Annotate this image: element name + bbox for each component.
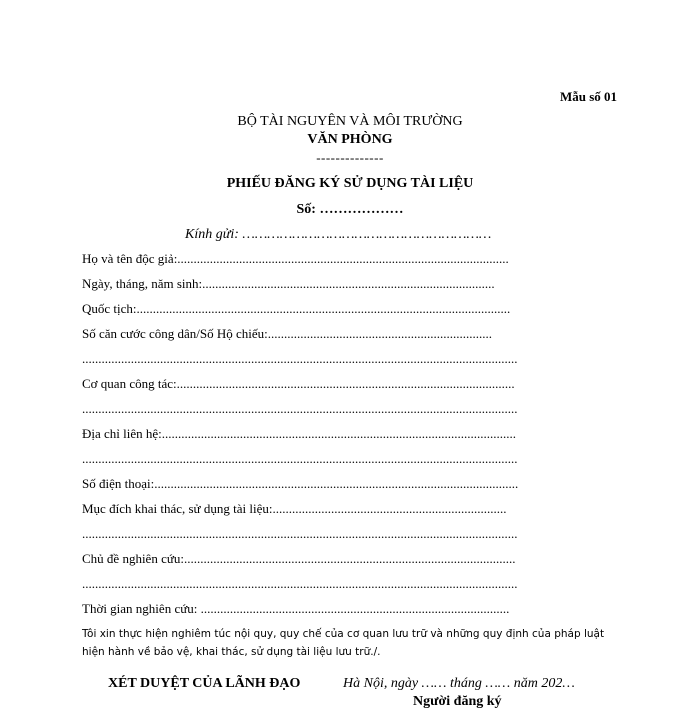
field-research-topic-continued: ...................................................................................................................................... bbox=[82, 576, 518, 591]
field-research-time: Thời gian nghiên cứu: ............................................................................................... bbox=[82, 601, 510, 616]
approval-heading: XÉT DUYỆT CỦA LÃNH ĐẠO bbox=[108, 676, 301, 691]
field-id-passport: Số căn cước công dân/Số Hộ chiếu:..................................................................... bbox=[82, 326, 493, 341]
field-contact-address-continued: ...................................................................................................................................... bbox=[82, 451, 518, 466]
respect-line: Kính gửi: …………………………………………………… bbox=[185, 227, 492, 242]
office-name: VĂN PHÒNG bbox=[307, 132, 393, 147]
place-date: Hà Nội, ngày …… tháng …… năm 202… bbox=[343, 676, 575, 691]
field-nationality: Quốc tịch:................................................................................................................... bbox=[82, 301, 511, 316]
field-reader-name: Họ và tên độc giả:...................................................................................................... bbox=[82, 251, 509, 266]
field-birth-date: Ngày, tháng, năm sinh:.......................................................................................... bbox=[82, 276, 495, 291]
field-workplace-continued: ...................................................................................................................................... bbox=[82, 401, 518, 416]
signer-label: Người đăng ký bbox=[413, 694, 502, 709]
form-number: Mẫu số 01 bbox=[559, 89, 617, 104]
document-title: PHIẾU ĐĂNG KÝ SỬ DỤNG TÀI LIỆU bbox=[226, 176, 474, 191]
header-separator: -------------- bbox=[316, 150, 384, 165]
document-number: Số: ……………… bbox=[296, 202, 404, 217]
field-purpose: Mục đích khai thác, sử dụng tài liệu:........................................................................ bbox=[82, 501, 507, 516]
field-research-topic: Chủ đề nghiên cứu:...................................................................................................... bbox=[82, 551, 516, 566]
field-purpose-continued: ...................................................................................................................................... bbox=[82, 526, 518, 541]
field-phone: Số điện thoại:................................................................................................................ bbox=[82, 476, 519, 491]
commitment-note: Tôi xin thực hiện nghiêm túc nội quy, quy chế của cơ quan lưu trữ và những quy định của pháp luật hiện hành về bảo vệ, khai thác, sử dụng tài liệu lưu trữ./. bbox=[82, 628, 605, 658]
field-workplace: Cơ quan công tác:........................................................................................................ bbox=[82, 376, 515, 391]
field-id-passport-continued: ...................................................................................................................................... bbox=[82, 351, 518, 366]
ministry-name: BỘ TÀI NGUYÊN VÀ MÔI TRƯỜNG bbox=[237, 114, 463, 129]
field-contact-address: Địa chỉ liên hệ:............................................................................................................. bbox=[82, 426, 517, 441]
